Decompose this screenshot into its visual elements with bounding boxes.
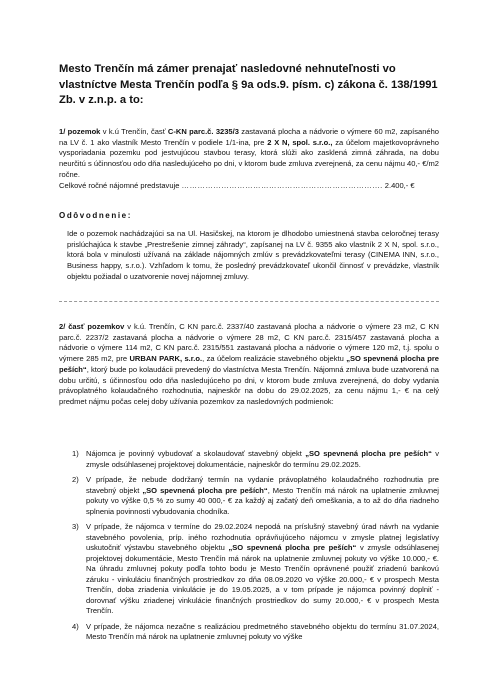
condition-text: V prípade, že nájomca nezačne s realizáciou predmetného stavebného objektu do termínu 31.07.2024, Mesto Trenčín má nárok na uplatnenie zmluvnej pokuty vo výške bbox=[86, 621, 439, 641]
item2-text-2: , za účelom realizácie stavebného objektu bbox=[202, 354, 347, 364]
condition-item bbox=[72, 522, 439, 617]
item1-price-dots: …………………………………………………………………. bbox=[181, 180, 383, 190]
item2-text-1: v k.ú. Trenčín, C KN parc.č. 2337/40 zastavaná plocha a nádvorie o výmere 23 m2, C KN parc.č. 2237/2 zastavaná plocha a nádvorie o výmere 28 m2, C KN parc.č. 2315/457 zastavaná plocha a nádvorie o výmere 114 m2, C KN parc.č. 2315/551 zastavaná plocha a nádvorie o výmere 120 m2, t.j. spolu o výmere 285 m2, pre bbox=[59, 322, 439, 364]
condition-text: , Mesto Trenčín má nárok na uplatnenie zmluvnej pokuty vo výške 0,5 % zo sumy 40 000,- € za každý aj začatý deň omeškania, a to až do dňa riadneho splnenia povinnosti vybudovania chodníka. bbox=[86, 485, 439, 516]
separator-line bbox=[59, 301, 439, 302]
item2-text-3: , ktorý bude po kolaudácii prevedený do vlastníctva Mesta Trenčín. Nájomná zmluva bude uzatvorená na dobu určitú, s účinnosťou odo dňa nasledujúceho po dni, v ktorom bude zmluva zverejnená, do doby vydania právoplatného kolaudačného rozhodnutia, najneskôr na dobu do 29.02.2025, za cenu nájmu 1,- € na celý predmet nájmu počas celej doby užívania pozemkov za nasledovných podmienok: bbox=[59, 364, 439, 406]
item1-text-2: zastavaná plocha a nádvorie o výmere 60 m2, zapísaného na LV č. 1 ako vlastník Mesto Trenčín v podiele 1/1-ina, pre bbox=[59, 127, 439, 147]
condition-object: „SO spevnená plocha pre peších“ bbox=[228, 543, 357, 552]
condition-object: „SO spevnená plocha pre peších“ bbox=[142, 485, 268, 495]
item1-text-1: v k.ú Trenčín, časť bbox=[100, 127, 168, 136]
condition-text: v zmysle odsúhlasenej projektovej dokumentácie, Mesto Trenčín má nárok na uplatnenie zmluvnej pokuty vo výške 10.000,- €. Na úhradu zmluvnej pokuty podľa tohto bodu je Mesto Trenčín oprávnené použiť zriadenú bankovú záruku - vinkuláciu finančných prostriedkov zo dňa 08.09.2020 vo výške 20.000,- € v prospech Mesta Trenčín, doba zriadenia vinkulácie je do 19.05.2025, a v tom prípade je nájomca povinný doplniť - dorovnať výšku zriadenej vinkulácie finančných prostriedkov do sumy 20.000,- € v prospech Mesta Trenčín. bbox=[86, 543, 439, 615]
condition-text: v zmysle odsúhlasenej projektovej dokumentácie, najneskôr do termínu 29.02.2025. bbox=[86, 449, 439, 469]
condition-number: 1) bbox=[72, 449, 79, 458]
condition-item bbox=[72, 475, 439, 517]
condition-number: 3) bbox=[72, 522, 79, 531]
document-page bbox=[59, 0, 439, 700]
reason-heading: Odôvodnenie: bbox=[59, 211, 132, 220]
item1-text-3: za účelom majetkovoprávneho vysporiadania pozemku pod jestvujúcou stavbou terasy, ktorá slúži ako zasklená zimná záhrada, na dobu neurčitú s účinnosťou odo dňa nasledujúceho po dni, v ktorom bude zmluva zverejnená, za cenu nájmu 40,- €/m2 ročne. bbox=[59, 137, 439, 179]
item2-paragraph bbox=[59, 322, 439, 408]
item1-price-value: 2.400,- € bbox=[382, 180, 415, 190]
document-title: Mesto Trenčín má zámer prenajať nasledovné nehnuteľnosti vo vlastníctve Mesta Trenčín podľa § 9a ods.9. písm. c) zákona č. 138/1991 Zb. v z.n.p. a to: bbox=[59, 63, 438, 106]
condition-item bbox=[72, 449, 439, 470]
condition-text: Nájomca je povinný vybudovať a skolaudovať stavebný objekt bbox=[86, 449, 306, 458]
condition-text: V prípade, že nájomca v termíne do 29.02.2024 nepodá na príslušný stavebný úrad návrh na vydanie stavebného povolenia, príp. iného rozhodnutia oprávňujúceho nájomcu v zmysle platnej legislatívy uskutočniť výstavbu stavebného objektu bbox=[86, 522, 439, 552]
reason-text: Ide o pozemok nachádzajúci sa na Ul. Hasičskej, na ktorom je dlhodobo umiestnená stavba celoročnej terasy prislúchajúca k stavbe „Prestrešenie zimnej záhrady“, zapísanej na LV č. 9355 ako vlastník 2 X N, spol. s.r.o., ktorá bola v minulosti užívaná na základe nájomných zmlúv s prevádzkovateľmi terasy (CINEMA INN, s.r.o., Business happy, s.r.o.). Vzhľadom k tomu, že posledný prevádzkovateľ ukončil činnosť v prevádzke, vlastník objektu požiadal o uzatvorenie novej nájomnej zmluvy. bbox=[67, 229, 439, 281]
item1-paragraph bbox=[59, 127, 439, 191]
condition-number: 4) bbox=[72, 621, 79, 631]
item2-lead: 2/ časť pozemkov bbox=[59, 322, 125, 331]
item1-lead: 1/ pozemok bbox=[59, 127, 101, 136]
item1-parcel: C-KN parc.č. 3235/3 bbox=[167, 127, 239, 136]
conditions-list bbox=[72, 449, 439, 648]
item2-object: „SO spevnená plocha pre peších“ bbox=[59, 354, 439, 374]
condition-number: 2) bbox=[72, 475, 79, 484]
condition-text: V prípade, že nebude dodržaný termín na vydanie právoplatného kolaudačného rozhodnutia pre stavebný objekt bbox=[86, 475, 439, 495]
item1-tenant: 2 X N, spol. s.r.o., bbox=[267, 137, 333, 147]
condition-item bbox=[72, 622, 439, 643]
item1-price-label: Celkové ročné nájomné predstavuje bbox=[59, 180, 182, 190]
item2-tenant: URBAN PARK, s.r.o. bbox=[129, 354, 203, 364]
condition-object: „SO spevnená plocha pre peších“ bbox=[305, 449, 432, 458]
